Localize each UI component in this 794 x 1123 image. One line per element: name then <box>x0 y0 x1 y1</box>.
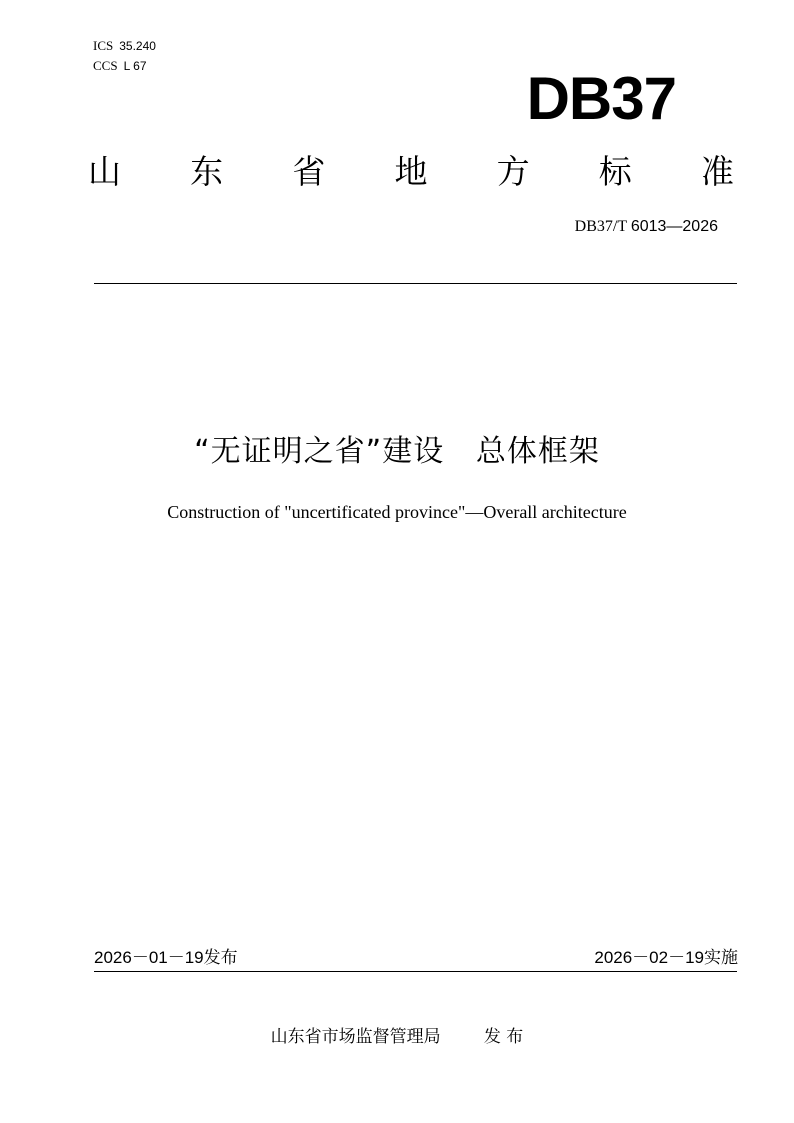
standard-kind-char: 东 <box>190 152 224 191</box>
bottom-divider <box>94 971 737 972</box>
ccs-label: CCS <box>93 58 118 73</box>
implement-date: 2026－02－19 <box>594 948 704 967</box>
ics-line <box>93 38 156 54</box>
implement-label: 实施 <box>704 948 738 968</box>
ccs-line <box>93 58 147 74</box>
standard-kind-char: 准 <box>700 152 734 191</box>
ics-label: ICS <box>93 38 114 53</box>
issue-date-line <box>94 946 238 970</box>
implement-date-line <box>594 946 738 970</box>
standard-kind-char: 标 <box>598 152 632 191</box>
ccs-value: L 67 <box>123 59 147 73</box>
ics-value: 35.240 <box>119 39 156 53</box>
standard-code-number: 6013—2026 <box>630 218 718 235</box>
top-divider <box>94 283 737 284</box>
standard-kind-char: 省 <box>292 152 326 191</box>
standard-kind-char: 山 <box>88 152 121 191</box>
publisher-name: 山东省市场监督管理局 <box>270 1027 441 1047</box>
document-title-en: Construction of "uncertificated province"—Overall architecture <box>167 502 627 522</box>
issue-label: 发布 <box>203 948 238 968</box>
standard-code <box>575 216 718 238</box>
standard-kind-char: 地 <box>394 152 428 191</box>
standard-code-prefix: DB37/T <box>574 218 627 235</box>
publisher-action: 发 布 <box>483 1027 524 1047</box>
document-title-cn: “无证明之省”建设 总体框架 <box>194 434 600 469</box>
issue-date: 2026－01－19 <box>94 948 204 967</box>
standard-logo: DB37 <box>526 65 676 132</box>
standard-kind <box>88 150 734 194</box>
publisher-line <box>0 1025 794 1049</box>
standard-kind-char: 方 <box>496 152 530 191</box>
